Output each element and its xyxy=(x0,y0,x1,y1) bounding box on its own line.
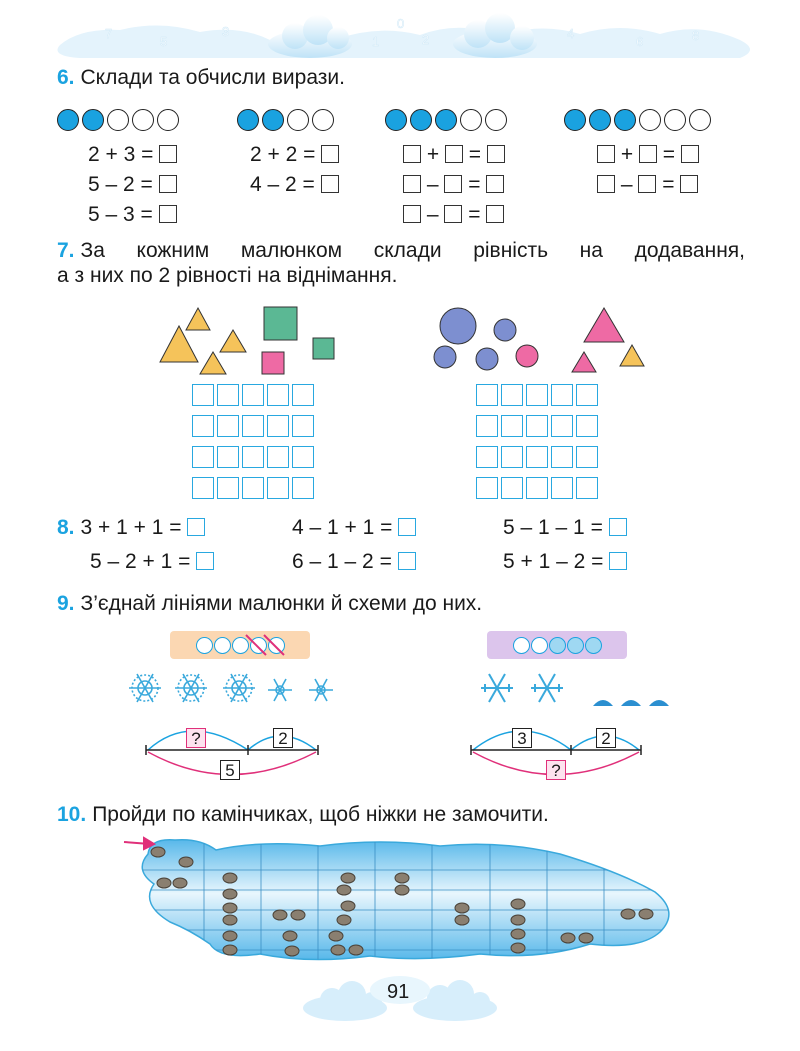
snowflake-icon xyxy=(223,674,255,702)
circle-shape xyxy=(476,348,498,370)
filled-counter xyxy=(237,109,259,131)
answer-grid-2[interactable] xyxy=(476,384,598,499)
empty-counter xyxy=(312,109,334,131)
empty-counter xyxy=(689,109,711,131)
page-number: 91 xyxy=(387,981,410,1003)
snowflakes-picture-1[interactable] xyxy=(125,668,340,708)
expression: 2 + 2 = xyxy=(250,143,339,167)
answer-grid-1[interactable] xyxy=(192,384,314,499)
empty-counter xyxy=(460,109,482,131)
cloud-digit: 3 xyxy=(222,24,230,39)
task-number: 6. xyxy=(57,66,75,89)
circle-shape xyxy=(516,345,538,367)
filled-counter xyxy=(82,109,104,131)
stone xyxy=(395,873,409,883)
answer-box[interactable] xyxy=(159,175,177,193)
task-6-title xyxy=(57,66,345,90)
stone xyxy=(291,910,305,920)
answer-box[interactable] xyxy=(403,145,421,163)
answer-box[interactable] xyxy=(445,145,463,163)
cloud-digit: 6 xyxy=(636,34,644,49)
answer-box[interactable] xyxy=(680,175,698,193)
stone xyxy=(511,899,525,909)
task-8-expression: 5 – 1 – 1 = xyxy=(503,516,627,540)
answer-box[interactable] xyxy=(487,145,505,163)
stone xyxy=(337,885,351,895)
snowflake-icon xyxy=(175,674,207,702)
empty-counter xyxy=(107,109,129,131)
scheme-2-top-right: 2 xyxy=(596,728,616,748)
filled-counter xyxy=(385,109,407,131)
answer-box[interactable] xyxy=(444,175,462,193)
circle-shape xyxy=(434,346,456,368)
triangle-shape xyxy=(572,352,596,372)
square-shape xyxy=(313,338,334,359)
answer-box[interactable] xyxy=(321,175,339,193)
pond-maze[interactable] xyxy=(120,832,680,967)
stone xyxy=(511,943,525,953)
task-9-title: 9. З’єднай лініями малюнки й схеми до них. xyxy=(57,592,483,615)
expression: – = xyxy=(597,173,698,197)
task-10-title: 10. Пройди по камінчиках, щоб ніжки не замочити. xyxy=(57,803,549,826)
stone xyxy=(511,929,525,939)
stone xyxy=(341,901,355,911)
scheme-1-bottom: 5 xyxy=(220,760,240,780)
snowflake-icon xyxy=(129,674,161,702)
stone xyxy=(455,915,469,925)
snowflake-icon xyxy=(531,674,563,702)
answer-box[interactable] xyxy=(597,145,615,163)
stone xyxy=(157,878,171,888)
triangle-shape xyxy=(584,308,624,342)
task-text: Склади та обчисли вирази. xyxy=(80,66,345,89)
start-arrow-icon xyxy=(124,838,154,849)
answer-box[interactable] xyxy=(639,145,657,163)
scheme-1-top-right: 2 xyxy=(273,728,293,748)
answer-box[interactable] xyxy=(159,205,177,223)
answer-box[interactable] xyxy=(609,552,627,570)
water-drop-icon xyxy=(649,700,669,706)
stone xyxy=(223,931,237,941)
task-8-expression: 5 – 2 + 1 = xyxy=(90,550,214,574)
stone xyxy=(223,889,237,899)
stone xyxy=(337,915,351,925)
stone xyxy=(285,946,299,956)
empty-counter xyxy=(287,109,309,131)
water-drop-icon xyxy=(621,700,641,706)
expression: + = xyxy=(597,143,699,167)
task-7-text-line2: а з них по 2 рівності на віднімання. xyxy=(57,264,398,287)
cloud-digit: 5 xyxy=(160,34,168,49)
empty-counter xyxy=(157,109,179,131)
task-8-expression: 4 – 1 + 1 = xyxy=(292,516,416,540)
stone xyxy=(223,873,237,883)
counters-group-2 xyxy=(237,109,337,131)
empty-counter xyxy=(639,109,661,131)
answer-box[interactable] xyxy=(486,175,504,193)
answer-box[interactable] xyxy=(187,518,205,536)
stone xyxy=(273,910,287,920)
counters-group-4 xyxy=(564,109,714,131)
shapes-picture-1 xyxy=(150,300,350,380)
answer-box[interactable] xyxy=(638,175,656,193)
stone xyxy=(331,945,345,955)
scheme-1-top-left: ? xyxy=(186,728,206,748)
cloud-digit: 0 xyxy=(397,16,405,31)
shapes-picture-2 xyxy=(430,300,650,380)
answer-box[interactable] xyxy=(321,145,339,163)
cloud-digit: 1 xyxy=(372,34,380,49)
answer-box[interactable] xyxy=(398,552,416,570)
stone xyxy=(621,909,635,919)
stone xyxy=(579,933,593,943)
stone xyxy=(639,909,653,919)
triangle-shape xyxy=(200,352,226,374)
cloud-digit: 8 xyxy=(692,28,700,43)
snowflakes-picture-2[interactable] xyxy=(475,668,685,713)
scheme-2-bottom: ? xyxy=(546,760,566,780)
answer-box[interactable] xyxy=(609,518,627,536)
task-7-text-line1: 7. За кожним малюнком склади рівність на додавання, xyxy=(57,239,745,262)
cross-out-marks xyxy=(170,631,310,659)
answer-box[interactable] xyxy=(403,175,421,193)
stone xyxy=(223,915,237,925)
stone xyxy=(395,885,409,895)
filled-counter xyxy=(410,109,432,131)
stone xyxy=(151,847,165,857)
cloud-digit: 2 xyxy=(422,32,430,47)
counters-group-3 xyxy=(385,109,510,131)
cloud-left xyxy=(268,15,352,58)
expression: 4 – 2 = xyxy=(250,173,339,197)
filled-counter xyxy=(57,109,79,131)
empty-counter xyxy=(664,109,686,131)
filled-counter xyxy=(589,109,611,131)
stone xyxy=(455,903,469,913)
stone xyxy=(329,931,343,941)
answer-box[interactable] xyxy=(398,518,416,536)
stone xyxy=(349,945,363,955)
triangle-shape xyxy=(186,308,210,330)
snowflake-icon xyxy=(268,679,292,701)
filled-counter xyxy=(435,109,457,131)
task-8-expression: 6 – 1 – 2 = xyxy=(292,550,416,574)
answer-box[interactable] xyxy=(486,205,504,223)
expression: – = xyxy=(403,173,504,197)
triangle-shape xyxy=(620,345,644,366)
square-shape xyxy=(262,352,284,374)
empty-counter xyxy=(485,109,507,131)
cloud-digit: 4 xyxy=(567,26,575,41)
filled-counter xyxy=(564,109,586,131)
task-8-expression: 5 + 1 – 2 = xyxy=(503,550,627,574)
snowflake-icon xyxy=(481,674,513,702)
expression: 5 – 2 = xyxy=(88,173,177,197)
stone xyxy=(179,857,193,867)
answer-box[interactable] xyxy=(597,175,615,193)
filled-counter xyxy=(614,109,636,131)
answer-box[interactable] xyxy=(444,205,462,223)
circle-shape xyxy=(440,308,476,344)
expression: + = xyxy=(403,143,505,167)
header-clouds xyxy=(0,0,800,70)
expression: 5 – 3 = xyxy=(88,203,177,227)
circle-scheme-2[interactable] xyxy=(487,631,627,659)
triangle-shape xyxy=(160,326,198,362)
stone xyxy=(561,933,575,943)
scheme-2-top-left: 3 xyxy=(512,728,532,748)
answer-box[interactable] xyxy=(196,552,214,570)
expression: 2 + 3 = xyxy=(88,143,177,167)
stone xyxy=(283,931,297,941)
filled-counter xyxy=(262,109,284,131)
snowflake-icon xyxy=(309,679,333,701)
stone xyxy=(223,945,237,955)
stone xyxy=(341,873,355,883)
stone xyxy=(173,878,187,888)
cloud-right xyxy=(453,13,537,58)
stone xyxy=(223,903,237,913)
square-shape xyxy=(264,307,297,340)
stone xyxy=(511,915,525,925)
answer-box[interactable] xyxy=(403,205,421,223)
answer-box[interactable] xyxy=(681,145,699,163)
circle-shape xyxy=(494,319,516,341)
water-drop-icon xyxy=(593,700,613,706)
counters-group-1 xyxy=(57,109,182,131)
triangle-shape xyxy=(220,330,246,352)
cloud-digit: 7 xyxy=(105,26,113,41)
task-8-expression: 8. 3 + 1 + 1 = xyxy=(57,516,205,540)
empty-counter xyxy=(132,109,154,131)
expression: – = xyxy=(403,203,504,227)
answer-box[interactable] xyxy=(159,145,177,163)
